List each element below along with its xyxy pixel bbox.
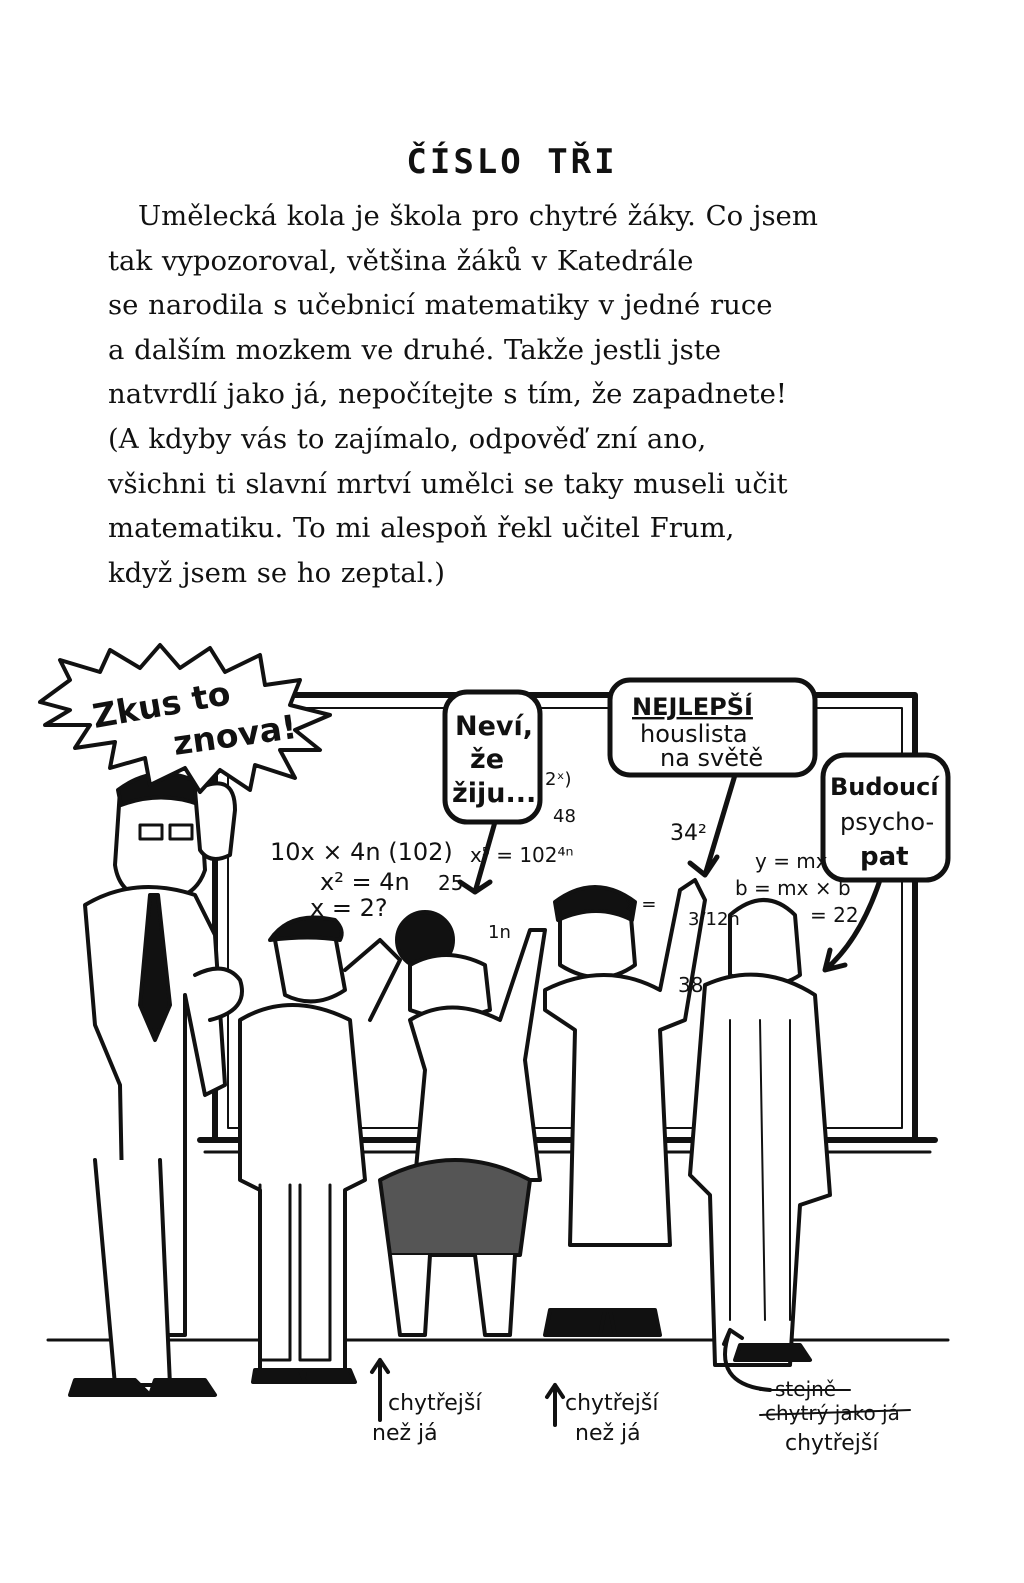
board-math: 34² xyxy=(670,821,707,846)
bubble-2-line: houslista xyxy=(640,720,748,748)
caption-1-line: chytřejší xyxy=(388,1391,482,1416)
bubble-1-line: že xyxy=(470,744,505,775)
chapter-title: ČÍSLO TŘI xyxy=(406,142,618,182)
bubble-3-line: Budoucí xyxy=(830,773,939,801)
board-math: 1n xyxy=(488,922,511,943)
caption-3-struck: stejně xyxy=(775,1377,837,1401)
board-math: x = 2? xyxy=(310,894,388,922)
board-math: 3/12n xyxy=(688,909,740,930)
paragraph-line: tak vypozoroval, většina žáků v Katedrále xyxy=(108,244,694,277)
arrow-up xyxy=(372,1360,388,1420)
paragraph-line: natvrdlí jako já, nepočítejte s tím, že zapadnete! xyxy=(108,378,787,411)
bubble-1-line: Neví, xyxy=(455,711,534,742)
board-math: 25 xyxy=(438,871,464,895)
paragraph-line: Umělecká kola je škola pro chytré žáky. Co jsem xyxy=(138,200,818,232)
body-paragraph xyxy=(108,194,898,595)
caption-2-line: než já xyxy=(575,1421,641,1446)
board-math: 38 xyxy=(678,973,704,997)
paragraph-line: matematiku. To mi alespoň řekl učitel Frum, xyxy=(108,512,735,545)
caption-3-struck: chytrý jako já xyxy=(765,1401,900,1425)
student-figure xyxy=(690,900,830,1365)
board-math: 2ˣ) xyxy=(545,769,572,790)
bubble-3-line: psycho- xyxy=(840,808,935,836)
bubble-2-line: NEJLEPŠÍ xyxy=(632,693,753,721)
student-figure xyxy=(380,912,545,1335)
bubble-teacher-line: Zkus to xyxy=(89,673,234,736)
paragraph-line: (A kdyby vás to zajímalo, odpověď zní ano, xyxy=(108,422,707,455)
caption-2-line: chytřejší xyxy=(565,1391,659,1416)
caption-3-line: chytřejší xyxy=(785,1431,879,1456)
board-math: 48 xyxy=(553,806,576,827)
paragraph-line: když jsem se ho zeptal.) xyxy=(108,556,445,589)
paragraph-line: se narodila s učebnicí matematiky v jedné ruce xyxy=(108,289,773,322)
paragraph-line: všichni ti slavní mrtví umělci se taky museli učit xyxy=(108,467,788,500)
student-figure xyxy=(240,918,400,1383)
bubble-teacher-line: znova! xyxy=(170,707,300,763)
classroom-illustration xyxy=(0,640,1024,1500)
student-figure xyxy=(545,880,705,1335)
board-math: y = mx xyxy=(755,849,828,873)
paragraph-line: a dalším mozkem ve druhé. Takže jestli jste xyxy=(108,333,722,366)
bubble-1-line: žiju... xyxy=(452,778,537,809)
board-math: = 22 xyxy=(810,903,859,927)
bubble-2-line: na světě xyxy=(660,744,764,772)
arrow-up xyxy=(547,1385,563,1425)
board-math: 10x × 4n (102) xyxy=(270,838,453,866)
board-math: b = mx × b xyxy=(735,876,851,900)
caption-1-line: než já xyxy=(372,1421,438,1446)
board-math: x⁵ = 102⁴ⁿ xyxy=(470,843,574,867)
board-math: x = xyxy=(625,894,657,915)
bubble-3-line: pat xyxy=(860,842,909,872)
board-math: x² = 4n xyxy=(320,868,410,896)
